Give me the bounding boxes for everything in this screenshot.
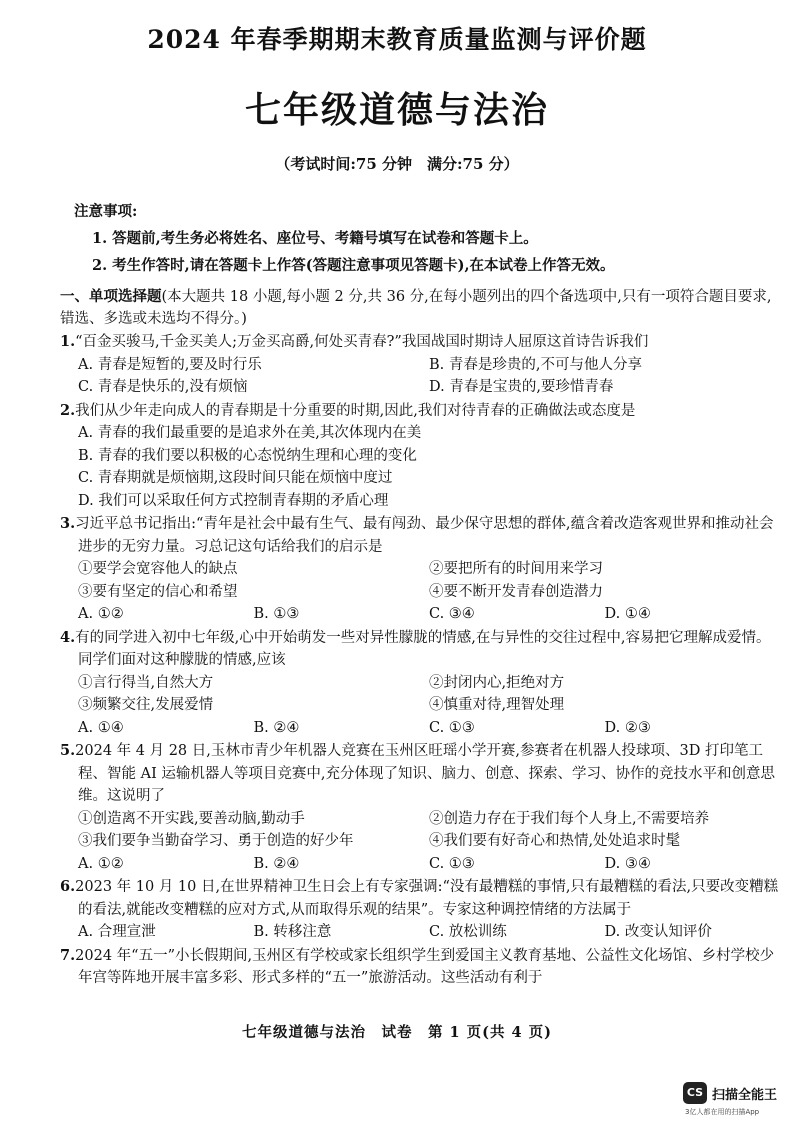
option: D. 青春是宝贵的,要珍惜青春: [429, 379, 614, 395]
statement: ④慎重对待,理智处理: [429, 697, 565, 713]
question-stem: “百金买骏马,千金买美人;万金买高爵,何处买青春?”我国战国时期诗人屈原这首诗告诉我们: [75, 334, 649, 350]
option: B. ①③: [253, 606, 300, 622]
option: C. 青春是快乐的,没有烦恼: [78, 379, 248, 395]
option: D. ①④: [604, 606, 651, 622]
watermark-name: 扫描全能王: [712, 1088, 778, 1103]
question-5: [60, 740, 780, 875]
option: C. 放松训练: [429, 924, 507, 940]
option: A. ①④: [78, 719, 124, 736]
statement: ②要把所有的时间用来学习: [429, 561, 603, 577]
option: D. 我们可以采取任何方式控制青春期的矛盾心理: [78, 492, 389, 509]
question-stem: 习近平总书记指出:“青年是社会中最有生气、最有闯劲、最少保守思想的群体,蕴含着改造客观世界和推动社会进步的无穷力量。习总记这句话给我们的启示是: [75, 516, 774, 555]
option: A. ①②: [78, 606, 124, 622]
question-stem: 有的同学进入初中七年级,心中开始萌发一些对异性朦胧的情感,在与异性的交往过程中,容易把它理解成爱情。同学们面对这种朦胧的情感,应该: [75, 629, 771, 668]
statement: ④我们要有好奇心和热情,处处追求时髦: [429, 833, 681, 849]
question-4: [60, 627, 780, 740]
notes: [74, 200, 774, 281]
option: D. 改变认知评价: [604, 924, 712, 940]
option: B. 转移注意: [253, 924, 332, 940]
option: B. ②④: [253, 719, 300, 736]
option: C. 青春期就是烦恼期,这段时间只能在烦恼中度过: [78, 470, 393, 486]
question-number: 6.: [60, 878, 76, 895]
option: B. 青春的我们要以积极的心态悦纳生理和心理的变化: [78, 447, 417, 464]
question-stem: 我们从少年走向成人的青春期是十分重要的时期,因此,我们对待青春的正确做法或态度是: [75, 402, 636, 419]
option: D. ③④: [604, 855, 651, 872]
option: C. ③④: [429, 606, 475, 622]
exam-title-top: 2024 年春季期期末教育质量监测与评价题: [147, 25, 647, 54]
question-6: [60, 876, 780, 944]
statement: ②封闭内心,拒绝对方: [429, 674, 565, 691]
option: C. ①③: [429, 855, 475, 872]
page-footer: 七年级道德与法治 试卷 第 1 页(共 4 页): [241, 1024, 553, 1041]
section-title: 一、单项选择题: [60, 288, 162, 305]
section-single-choice: [60, 286, 780, 990]
question-stem: 2024 年 4 月 28 日,玉林市青少年机器人竞赛在玉州区旺瑶小学开赛,参赛者在机器人投球项、3D 打印笔工程、智能 AI 运输机器人等项目竞赛中,充分体现了知识、脑力、创意、探索、学习、协作的竞技水平和创意思维。这说明了: [75, 743, 776, 804]
question-number: 5.: [60, 742, 76, 759]
question-number: 4.: [60, 628, 76, 646]
option: B. ②④: [253, 855, 300, 872]
question-number: 3.: [60, 515, 76, 532]
statement: ①创造离不开实践,要善动脑,勤动手: [78, 810, 305, 827]
question-number: 7.: [60, 946, 76, 964]
statement: ④要不断开发青春创造潜力: [429, 583, 603, 600]
statement: ①要学会宽容他人的缺点: [78, 561, 238, 577]
option: D. ②③: [604, 719, 651, 736]
section-heading: [60, 286, 780, 330]
question-number: 2.: [60, 401, 76, 419]
statement: ③要有坚定的信心和希望: [78, 583, 238, 600]
question-3: [60, 513, 780, 626]
section-description: (本大题共 18 小题,每小题 2 分,共 36 分,在每小题列出的四个备选项中,只有一项符合题目要求,错选、多选或未选均不得分。): [60, 289, 772, 327]
notes-heading: 注意事项:: [74, 203, 138, 220]
exam-info: （考试时间:75 分钟 满分:75 分）: [275, 155, 519, 173]
statement: ①言行得当,自然大方: [78, 674, 214, 691]
question-2: [60, 400, 780, 513]
watermark-tagline: 3亿人都在用的扫描App: [685, 1108, 760, 1116]
statement: ②创造力存在于我们每个人身上,不需要培养: [429, 810, 710, 827]
question-stem: 2024 年“五一”小长假期间,玉州区有学校或家长组织学生到爱国主义教育基地、公益性文化场馆、乡村学校少年宫等阵地开展丰富多彩、形式多样的“五一”旅游活动。这些活动有利于: [75, 947, 775, 986]
notes-item: 1. 答题前,考生务必将姓名、座位号、考籍号填写在试卷和答题卡上。: [92, 230, 538, 247]
notes-item: 2. 考生作答时,请在答题卡上作答(答题注意事项见答题卡),在本试卷上作答无效。: [92, 257, 615, 274]
option: A. ①②: [78, 855, 124, 872]
question-stem: 2023 年 10 月 10 日,在世界精神卫生日会上有专家强调:“没有最糟糕的事情,只有最糟糕的看法,只要改变糟糕的看法,就能改变糟糕的应对方式,从而取得乐观的结果”。专家这种调控情绪的方法属于: [75, 879, 779, 918]
camscanner-logo-icon: CS: [683, 1082, 707, 1104]
option: B. 青春是珍贵的,不可与他人分享: [429, 356, 642, 373]
question-7: [60, 945, 780, 990]
exam-title-main: 七年级道德与法治: [244, 89, 549, 131]
option: A. 青春的我们最重要的是追求外在美,其次体现内在美: [78, 425, 422, 441]
option: A. 合理宣泄: [78, 924, 156, 940]
option: C. ①③: [429, 719, 475, 736]
option: A. 青春是短暂的,要及时行乐: [78, 356, 262, 373]
statement: ③我们要争当勤奋学习、勇于创造的好少年: [78, 833, 354, 849]
question-1: [60, 331, 780, 399]
statement: ③频繁交往,发展爱情: [78, 697, 214, 713]
question-number: 1.: [60, 333, 76, 350]
